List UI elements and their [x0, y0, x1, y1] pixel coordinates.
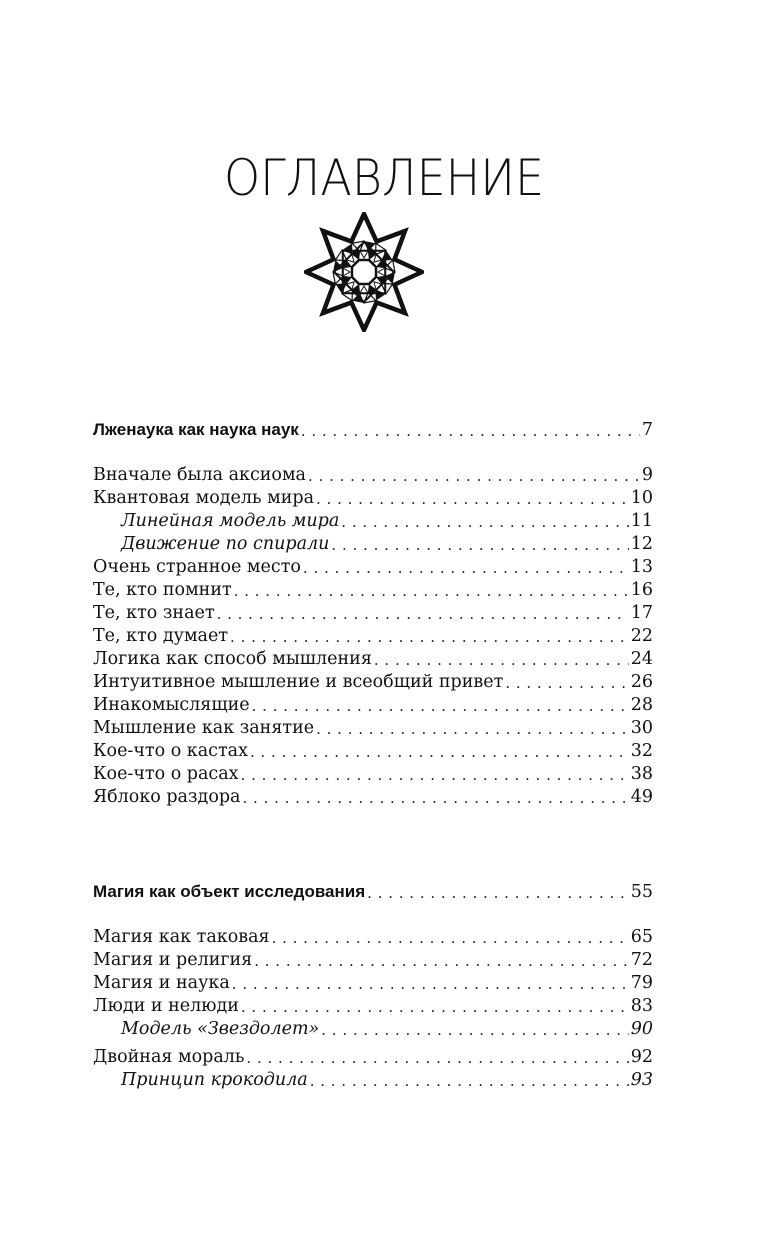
toc-entry-title: Кое-что о расах	[93, 764, 239, 784]
toc-entry-title: Двойная мораль	[93, 1047, 245, 1067]
toc-entry[interactable]	[93, 669, 653, 693]
toc-section-heading[interactable]	[93, 417, 653, 441]
toc-entry-title: Линейная модель мира	[121, 511, 340, 531]
toc-page-number: 92	[630, 1047, 653, 1067]
toc-page-number: 90	[630, 1019, 653, 1039]
toc-entry-title: Логика как способ мышления	[93, 649, 372, 669]
dot-leader	[243, 788, 629, 808]
toc-entry-title: Принцип крокодила	[121, 1070, 308, 1090]
toc-entry[interactable]	[93, 600, 653, 624]
dot-leader	[316, 489, 629, 509]
dot-leader	[310, 1071, 629, 1091]
toc-entry-title: Те, кто думает	[93, 626, 229, 646]
toc-entry-title: Те, кто знает	[93, 603, 215, 623]
dot-leader	[341, 512, 628, 532]
toc-page-number: 22	[630, 626, 653, 646]
toc-entry[interactable]	[93, 554, 653, 578]
toc-page-number: 12	[630, 534, 653, 554]
toc-subentry[interactable]	[93, 508, 653, 532]
toc-page-number: 11	[630, 511, 653, 531]
toc-entry[interactable]	[93, 947, 653, 971]
toc-page-number: 93	[630, 1070, 653, 1090]
dot-leader	[234, 581, 629, 601]
toc-section-title: Магия как объект исследования	[93, 882, 366, 901]
toc-entry-title: Люди и нелюди	[93, 996, 239, 1016]
dot-leader	[252, 696, 629, 716]
toc-subentry[interactable]	[93, 1016, 653, 1040]
dot-leader	[374, 650, 629, 670]
toc-entry-title: Инакомыслящие	[93, 695, 250, 715]
toc-entry[interactable]	[93, 993, 653, 1017]
toc-page-number: 72	[630, 950, 653, 970]
toc-entry[interactable]	[93, 784, 653, 808]
toc-section-title: Лженаука как наука наук	[93, 420, 299, 439]
toc-entry-title: Модель «Звездолет»	[121, 1019, 320, 1039]
toc-page-number: 83	[630, 996, 653, 1016]
toc-page-number: 65	[630, 927, 653, 947]
toc-entry-title: Магия и наука	[93, 973, 230, 993]
toc-page-number: 13	[630, 557, 653, 577]
toc-entry-title: Очень странное место	[93, 557, 301, 577]
dot-leader	[321, 1020, 628, 1040]
toc-page-number: 9	[641, 465, 653, 485]
toc-page-number: 38	[630, 764, 653, 784]
dot-leader	[250, 742, 629, 762]
toc-page-number: 10	[630, 488, 653, 508]
toc-page-number: 32	[630, 741, 653, 761]
dot-leader	[254, 951, 628, 971]
toc-entry[interactable]	[93, 715, 653, 739]
toc-entry-title: Магия как таковая	[93, 927, 270, 947]
toc-entry-title: Кое-что о кастах	[93, 741, 248, 761]
toc-entry[interactable]	[93, 738, 653, 762]
toc-subentry[interactable]	[93, 1067, 653, 1091]
dot-leader	[217, 604, 629, 624]
toc-entry-title: Те, кто помнит	[93, 580, 232, 600]
page-title: ОГЛАВЛЕНИЕ	[223, 149, 545, 207]
toc-section-heading[interactable]	[93, 879, 653, 903]
dot-leader	[241, 997, 629, 1017]
toc-entry[interactable]	[93, 692, 653, 716]
toc-subentry[interactable]	[93, 531, 653, 555]
toc-page-number: 26	[630, 672, 653, 692]
dot-leader	[505, 673, 628, 693]
toc-entry[interactable]	[93, 1044, 653, 1068]
toc-page-number: 7	[641, 420, 653, 440]
toc-page-number: 17	[630, 603, 653, 623]
toc-entry[interactable]	[93, 623, 653, 647]
dot-leader	[232, 974, 629, 994]
toc-page-number: 16	[630, 580, 653, 600]
dot-leader	[246, 1048, 628, 1068]
toc-entry-title: Интуитивное мышление и всеобщий привет	[93, 672, 504, 692]
toc-entry-title: Движение по спирали	[121, 534, 330, 554]
dot-leader	[367, 883, 629, 903]
toc-entry[interactable]	[93, 646, 653, 670]
dot-leader	[303, 558, 629, 578]
toc-entry[interactable]	[93, 924, 653, 948]
eight-pointed-star-icon	[304, 212, 424, 332]
toc-page-number: 55	[630, 882, 653, 902]
dot-leader	[241, 765, 629, 785]
toc-page-number: 28	[630, 695, 653, 715]
toc-entry-title: Квантовая модель мира	[93, 488, 314, 508]
toc-entry-title: Яблоко раздора	[93, 787, 241, 807]
dot-leader	[301, 421, 640, 441]
dot-leader	[316, 719, 629, 739]
toc-entry-title: Магия и религия	[93, 950, 253, 970]
dot-leader	[308, 466, 640, 486]
toc-page-number: 79	[630, 973, 653, 993]
dot-leader	[230, 627, 629, 647]
dot-leader	[272, 928, 629, 948]
toc-entry[interactable]	[93, 761, 653, 785]
toc-entry[interactable]	[93, 485, 653, 509]
toc-page-number: 30	[630, 718, 653, 738]
toc-page-number: 24	[630, 649, 653, 669]
toc-entry[interactable]	[93, 462, 653, 486]
toc-entry-title: Вначале была аксиома	[93, 465, 306, 485]
toc-entry[interactable]	[93, 970, 653, 994]
toc-entry[interactable]	[93, 577, 653, 601]
toc-entry-title: Мышление как занятие	[93, 718, 315, 738]
dot-leader	[331, 535, 628, 555]
toc-page-number: 49	[630, 787, 653, 807]
